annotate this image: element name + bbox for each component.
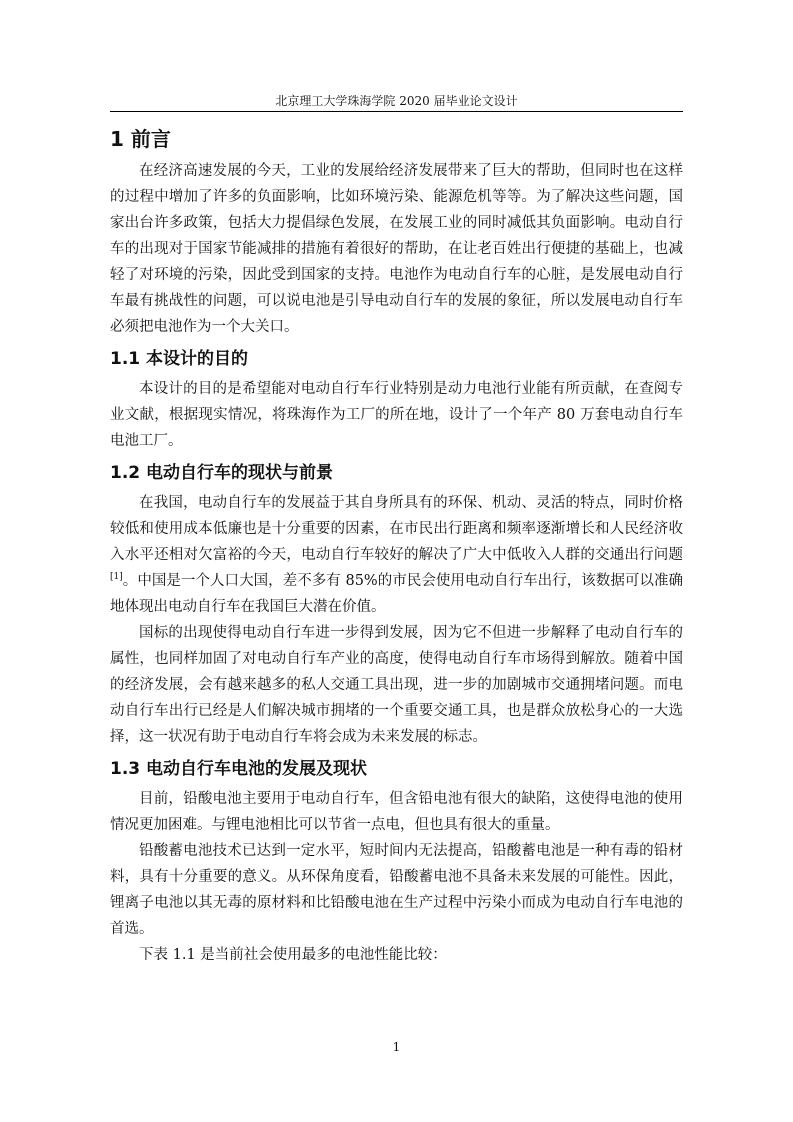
section-title-intro: 1 前言 — [110, 127, 171, 151]
paragraph: 目前，铅酸电池主要用于电动自行车，但含铅电池有很大的缺陷，这使得电池的使用情况更加困难。与锂电池相比可以节省一点电，但也具有很大的重量。 — [110, 791, 683, 833]
header-rule — [110, 111, 683, 112]
page-number: 1 — [392, 1040, 401, 1054]
paragraph: 国标的出现使得电动自行车进一步得到发展，因为它不但进一步解释了电动自行车的属性，也同样加固了对电动自行车产业的高度，使得电动自行车市场得到解放。随着中国的经济发展，会有越来越多的私人交通工具出现，进一步的加剧城市交通拥堵问题。而电动自行车出行已经是人们解决城市拥堵的一个重要交通工具，也是群众放松身心的一大选择，这一状况有助于电动自行车将会成为未来发展的标志。 — [110, 625, 683, 745]
paragraph: 铅酸蓄电池技术已达到一定水平，短时间内无法提高，铅酸蓄电池是一种有毒的铅材料，具有十分重要的意义。从环保角度看，铅酸蓄电池不具备未来发展的可能性。因此，锂离子电池以其无毒的原材料和比铅酸电池在生产过程中污染小而成为电动自行车电池的首选。 — [110, 843, 683, 937]
citation-ref[interactable]: [1] — [110, 572, 123, 583]
paragraph: 下表 1.1 是当前社会使用最多的电池性能比较： — [139, 947, 447, 963]
running-header: 北京理工大学珠海学院 2020 届毕业论文设计 — [275, 94, 518, 108]
section-title-1-1: 1.1 本设计的目的 — [110, 349, 249, 369]
section-title-1-2: 1.2 电动自行车的现状与前景 — [110, 463, 334, 483]
paragraph: 在经济高速发展的今天，工业的发展给经济发展带来了巨大的帮助，但同时也在这样的过程中增加了许多的负面影响，比如环境污染、能源危机等等。为了解决这些问题，国家出台许多政策，包括大力提倡绿色发展，在发展工业的同时减低其负面影响。电动自行车的出现对于国家节能减排的措施有着很好的帮助，在让老百姓出行便捷的基础上，也减轻了对环境的污染，因此受到国家的支持。电池作为电动自行车的心脏，是发展电动自行车最有挑战性的问题，可以说电池是引导电动自行车的发展的象征，所以发展电动自行车必须把电池作为一个大关口。 — [110, 163, 683, 335]
section-title-1-3: 1.3 电动自行车电池的发展及现状 — [110, 759, 368, 779]
paragraph-text: 在我国，电动自行车的发展益于其自身所具有的环保、机动、灵活的特点，同时价格较低和使用成本低廉也是十分重要的因素，在市民出行距离和频率逐渐增长和人民经济收入水平还相对欠富裕的今天，电动自行车较好的解决了广大中低收入人群的交通出行问题 — [110, 495, 683, 563]
paragraph-text: 。中国是一个人口大国，差不多有 85%的市民会使用电动自行车出行，该数据可以准确地体现出电动自行车在我国巨大潜在价值。 — [110, 573, 683, 615]
paragraph: 本设计的目的是希望能对电动自行车行业特别是动力电池行业能有所贡献，在查阅专业文献，根据现实情况，将珠海作为工厂的所在地，设计了一个年产 80 万套电动自行车电池工厂。 — [110, 381, 683, 449]
paragraph-with-citation — [110, 490, 683, 620]
page-content — [110, 124, 683, 968]
